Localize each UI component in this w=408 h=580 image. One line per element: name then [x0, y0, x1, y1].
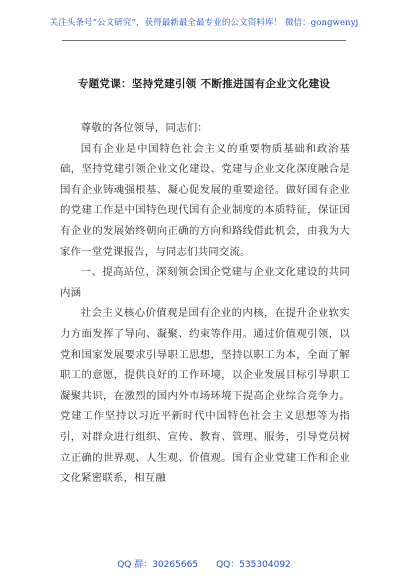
- header-divider: [62, 40, 346, 41]
- footer-contact: [0, 557, 408, 570]
- qq-number: QQ：535304092: [216, 560, 291, 570]
- paragraph: 国有企业是中国特色社会主义的重要物质基础和政治基础，坚持党建引领企业文化建设、党建与企业文化深度融合是国有企业铸魂强根基、凝心促发展的重要途径。做好国有企业的党建工作是中国特色现代国有企业制度的本质特征，保证国有企业的发展始终朝向正确的方向和路线借此机会，由我为大家作一堂党课报告，与同志们共同交流。: [60, 142, 350, 258]
- qq-group: QQ 群：30265665: [117, 560, 199, 570]
- document-body: [60, 118, 350, 489]
- document-title: 专题党课：坚持党建引领 不断推进国有企业文化建设: [77, 78, 331, 90]
- section-heading: 一、提高站位，深刻领会国企党建与企业文化建设的共同内涵: [60, 266, 350, 299]
- greeting: 尊敬的各位领导，同志们：: [80, 122, 208, 134]
- paragraph: 社会主义核心价值观是国有企业的内核，在提升企业软实力方面发挥了导向、凝聚、约束等作用。通过价值观引领，以党和国家发展要求引导职工思想，坚持以职工为本，全面了解职工的意愿，提供良好的工作环境，以企业发展目标引导职工凝聚共识，在激烈的国内外市场环境下提高企业综合竞争力。党建工作坚持以习近平新时代中国特色社会主义思想等为指引，对群众进行组织、宣传、教育、管理、服务，引导党员树立正确的世界观、人生观、价值观。国有企业党建工作和企业文化紧密联系，相互融: [60, 307, 350, 485]
- header-note: 关注头条号“公文研究”，获得最新最全最专业的公文资料库！ 微信：gongwenyj: [49, 18, 359, 28]
